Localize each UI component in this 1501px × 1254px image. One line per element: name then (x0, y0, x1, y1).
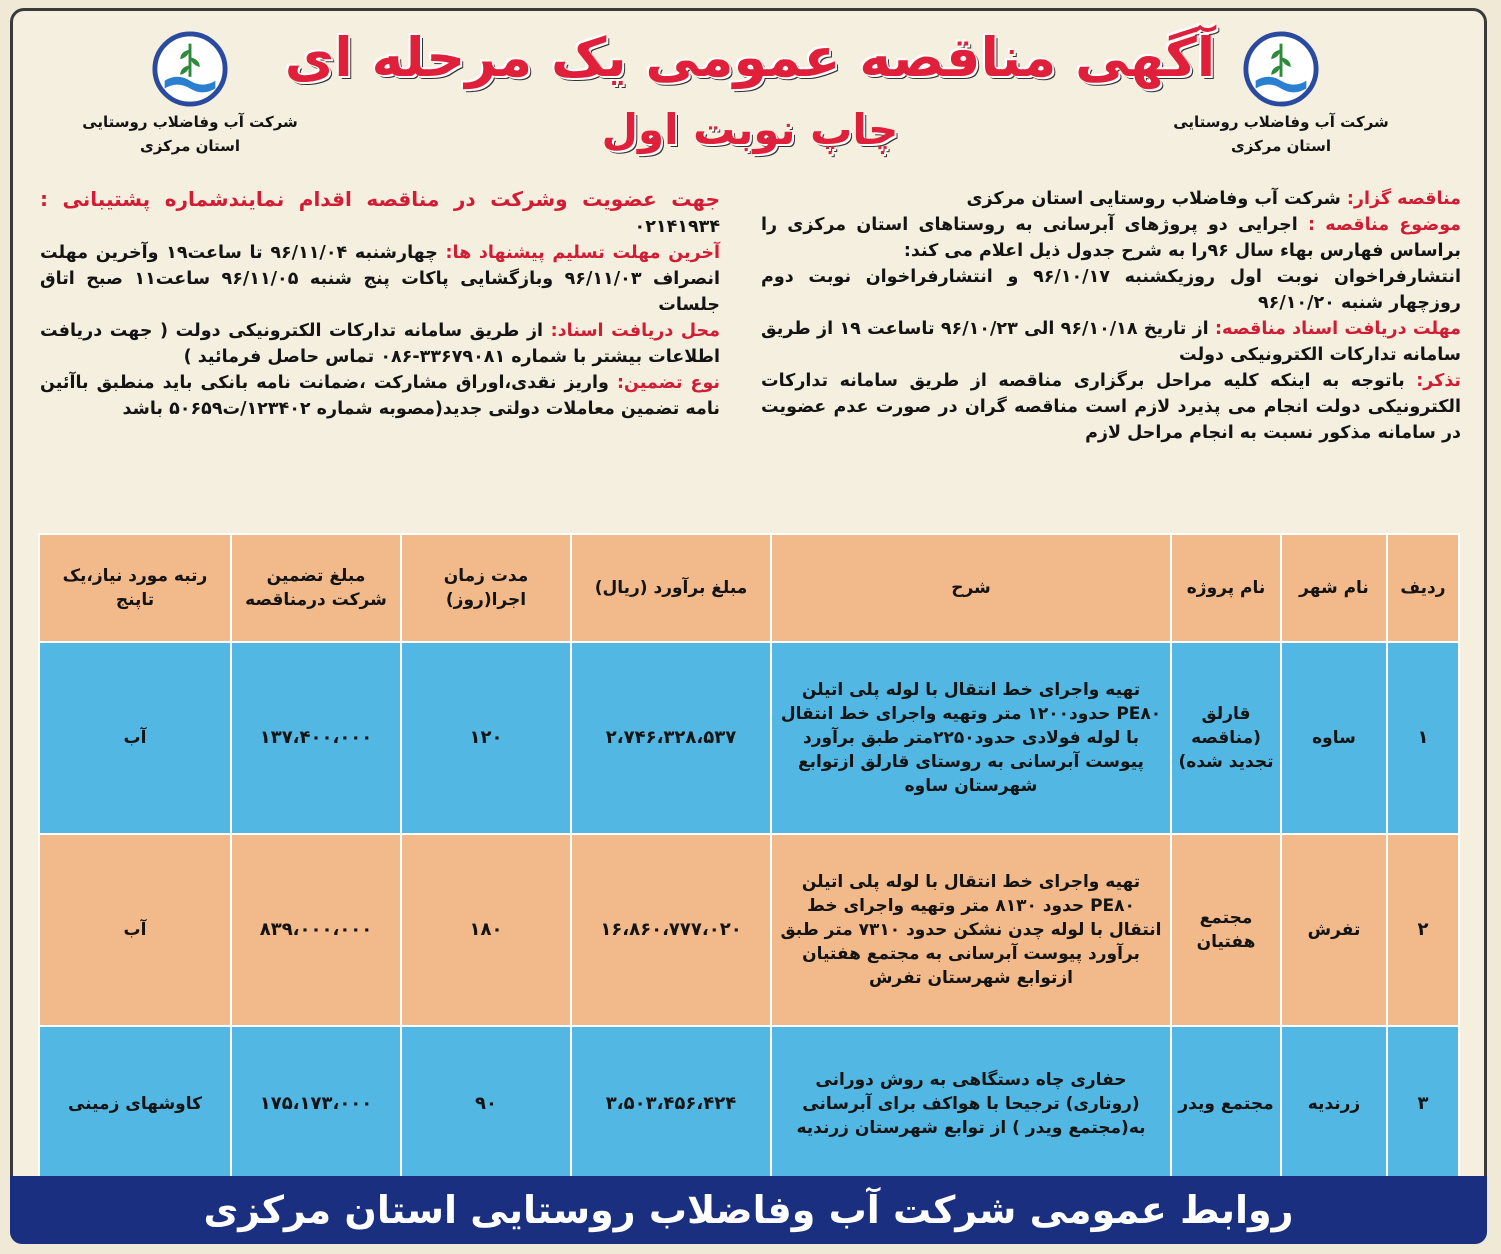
support-number-value: ۰۲۱۴۱۹۳۴ (634, 217, 720, 237)
table-row (39, 642, 1459, 834)
header-row-no: ردیف (1387, 534, 1459, 642)
header-grade: رتبه مورد نیاز،یک تاپنج (39, 534, 231, 642)
header-description: شرح (771, 534, 1171, 642)
projects-table (38, 533, 1460, 1183)
row-duration: ۹۰ (401, 1026, 571, 1182)
document-deadline (761, 316, 1461, 368)
reminder-note-label: تذکر: (1416, 371, 1462, 391)
right-info-column (761, 186, 1461, 446)
row-duration: ۱۲۰ (401, 642, 571, 834)
tender-subject-value: اجرایی دو پروژهای آبرسانی به روستاهای استان مرکزی را براساس فهارس بهاء سال ۹۶را به شرح جدول ذیل اعلام می کند: (761, 215, 1461, 261)
row-estimate: ۳،۵۰۳،۴۵۶،۴۲۴ (571, 1026, 771, 1182)
notice-title: آگهی مناقصه عمومی یک مرحله ای (284, 26, 1216, 89)
row-grade: آب (39, 834, 231, 1026)
row-description: حفاری چاه دستگاهی به روش دورانی (روتاری) ترجیحا با هواکف برای آبرسانی به(مجتمع ویدر ) از توابع شهرستان زرندیه (771, 1026, 1171, 1182)
publication-dates: انتشارفراخوان نوبت اول روزیکشنبه ۹۶/۱۰/۱۷ و انتشارفراخوان نوبت دوم روزچهار شنبه ۹۶/۱۰/۲۰ (761, 267, 1461, 313)
header-project: نام پروژه (1171, 534, 1281, 642)
header-estimate: مبلغ برآورد (ریال) (571, 534, 771, 642)
table-header-row (39, 534, 1459, 642)
row-guarantee: ۸۳۹،۰۰۰،۰۰۰ (231, 834, 401, 1026)
submission-deadline-label: آخرین مهلت تسلیم پیشنهاد ها: (445, 243, 721, 263)
row-guarantee: ۱۳۷،۴۰۰،۰۰۰ (231, 642, 401, 834)
tender-organizer (761, 186, 1461, 212)
row-project: مجتمع هفتیان (1171, 834, 1281, 1026)
tender-organizer-label: مناقصه گزار: (1346, 189, 1461, 209)
tender-subject-label: موضوع مناقصه : (1308, 215, 1461, 235)
row-grade: آب (39, 642, 231, 834)
document-location-label: محل دریافت اسناد: (550, 321, 720, 341)
row-number: ۲ (1387, 834, 1459, 1026)
row-project: قارلق (مناقصه تجدید شده) (1171, 642, 1281, 834)
row-grade: کاوشهای زمینی (39, 1026, 231, 1182)
document-location (40, 318, 720, 370)
tender-organizer-value: شرکت آب وفاضلاب روستایی استان مرکزی (966, 189, 1341, 209)
support-number (40, 186, 720, 240)
logo-caption-line2: استان مرکزی (1230, 137, 1332, 155)
document-deadline-value: از تاریخ ۹۶/۱۰/۱۸ الی ۹۶/۱۰/۲۳ تاساعت ۱۹ از طریق سامانه تدارکات الکترونیکی دولت (761, 319, 1461, 365)
reminder-note-value: باتوجه به اینکه کلیه مراحل برگزاری مناقصه از طریق سامانه تدارکات الکترونیکی دولت انجام می پذیرد لازم است مناقصه گران در صورت عدم عضویت در سامانه مذکور نسبت به انجام مراحل لازم (761, 371, 1461, 443)
document-deadline-label: مهلت دریافت اسناد مناقصه: (1215, 319, 1461, 339)
water-company-emblem-icon (151, 30, 229, 108)
submission-deadline (40, 240, 720, 318)
left-info-column (40, 186, 720, 422)
guarantee-type-label: نوع تضمین: (617, 373, 720, 393)
row-estimate: ۲،۷۴۶،۳۲۸،۵۳۷ (571, 642, 771, 834)
row-estimate: ۱۶،۸۶۰،۷۷۷،۰۲۰ (571, 834, 771, 1026)
table-row (39, 1026, 1459, 1182)
row-number: ۳ (1387, 1026, 1459, 1182)
guarantee-type-value: واریز نقدی،اوراق مشارکت ،ضمانت نامه بانکی باید منطبق باآئین نامه تضمین معاملات دولتی جدید(مصوبه شماره ۱۲۳۴۰۲/ت۵۰۶۵۹ باشد (40, 373, 720, 419)
document-location-value: از طریق سامانه تدارکات الکترونیکی دولت ( جهت دریافت اطلاعات بیشتر با شماره ۳۳۶۷۹۰۸۱-۰۸۶ تماس حاصل فرمائید ) (40, 321, 720, 367)
row-duration: ۱۸۰ (401, 834, 571, 1026)
guarantee-type (40, 370, 720, 422)
row-city: ساوه (1281, 642, 1387, 834)
row-number: ۱ (1387, 642, 1459, 834)
header-duration: مدت زمان اجرا(روز) (401, 534, 571, 642)
reminder-note (761, 368, 1461, 446)
header-guarantee: مبلغ تضمین شرکت درمناقصه (231, 534, 401, 642)
public-relations-footer: روابط عمومی شرکت آب وفاضلاب روستایی استان مرکزی (10, 1176, 1487, 1244)
row-guarantee: ۱۷۵،۱۷۳،۰۰۰ (231, 1026, 401, 1182)
logo-caption-line1: شرکت آب وفاضلاب روستایی (82, 113, 298, 131)
row-description: تهیه واجرای خط انتقال با لوله پلی اتیلن PE۸۰ حدود۱۲۰۰ متر وتهیه واجرای خط انتقال با لوله فولادی حدود۲۲۵۰متر طبق برآورد پیوست آبرسانی به روستای قارلق ازتوابع شهرستان ساوه (771, 642, 1171, 834)
table-row (39, 834, 1459, 1026)
logo-caption-line2: استان مرکزی (139, 137, 241, 155)
row-city: تفرش (1281, 834, 1387, 1026)
row-description: تهیه واجرای خط انتقال با لوله پلی اتیلن PE۸۰ حدود ۸۱۳۰ متر وتهیه واجرای خط انتقال با لوله چدن نشکن حدود ۷۳۱۰ متر طبق برآورد پیوست آبرسانی به مجتمع هفتیان ازتوابع شهرستان تفرش (771, 834, 1171, 1026)
tender-subject (761, 212, 1461, 264)
submission-deadline-value: چهارشنبه ۹۶/۱۱/۰۴ تا ساعت۱۹ وآخرین مهلت انصراف ۹۶/۱۱/۰۳ وبازگشایی پاکات پنج شنبه ۹۶/۱۱/۰۵ ساعت۱۱ صبح اتاق جلسات (40, 243, 721, 315)
row-city: زرندیه (1281, 1026, 1387, 1182)
header-city: نام شهر (1281, 534, 1387, 642)
water-company-emblem-icon (1242, 30, 1320, 108)
row-project: مجتمع ویدر (1171, 1026, 1281, 1182)
support-number-label: جهت عضویت وشرکت در مناقصه اقدام نمایندشماره پشتیبانی : (40, 187, 720, 211)
logo-caption-line1: شرکت آب وفاضلاب روستایی (1173, 113, 1389, 131)
notice-subtitle: چاپ نوبت اول (601, 105, 899, 154)
